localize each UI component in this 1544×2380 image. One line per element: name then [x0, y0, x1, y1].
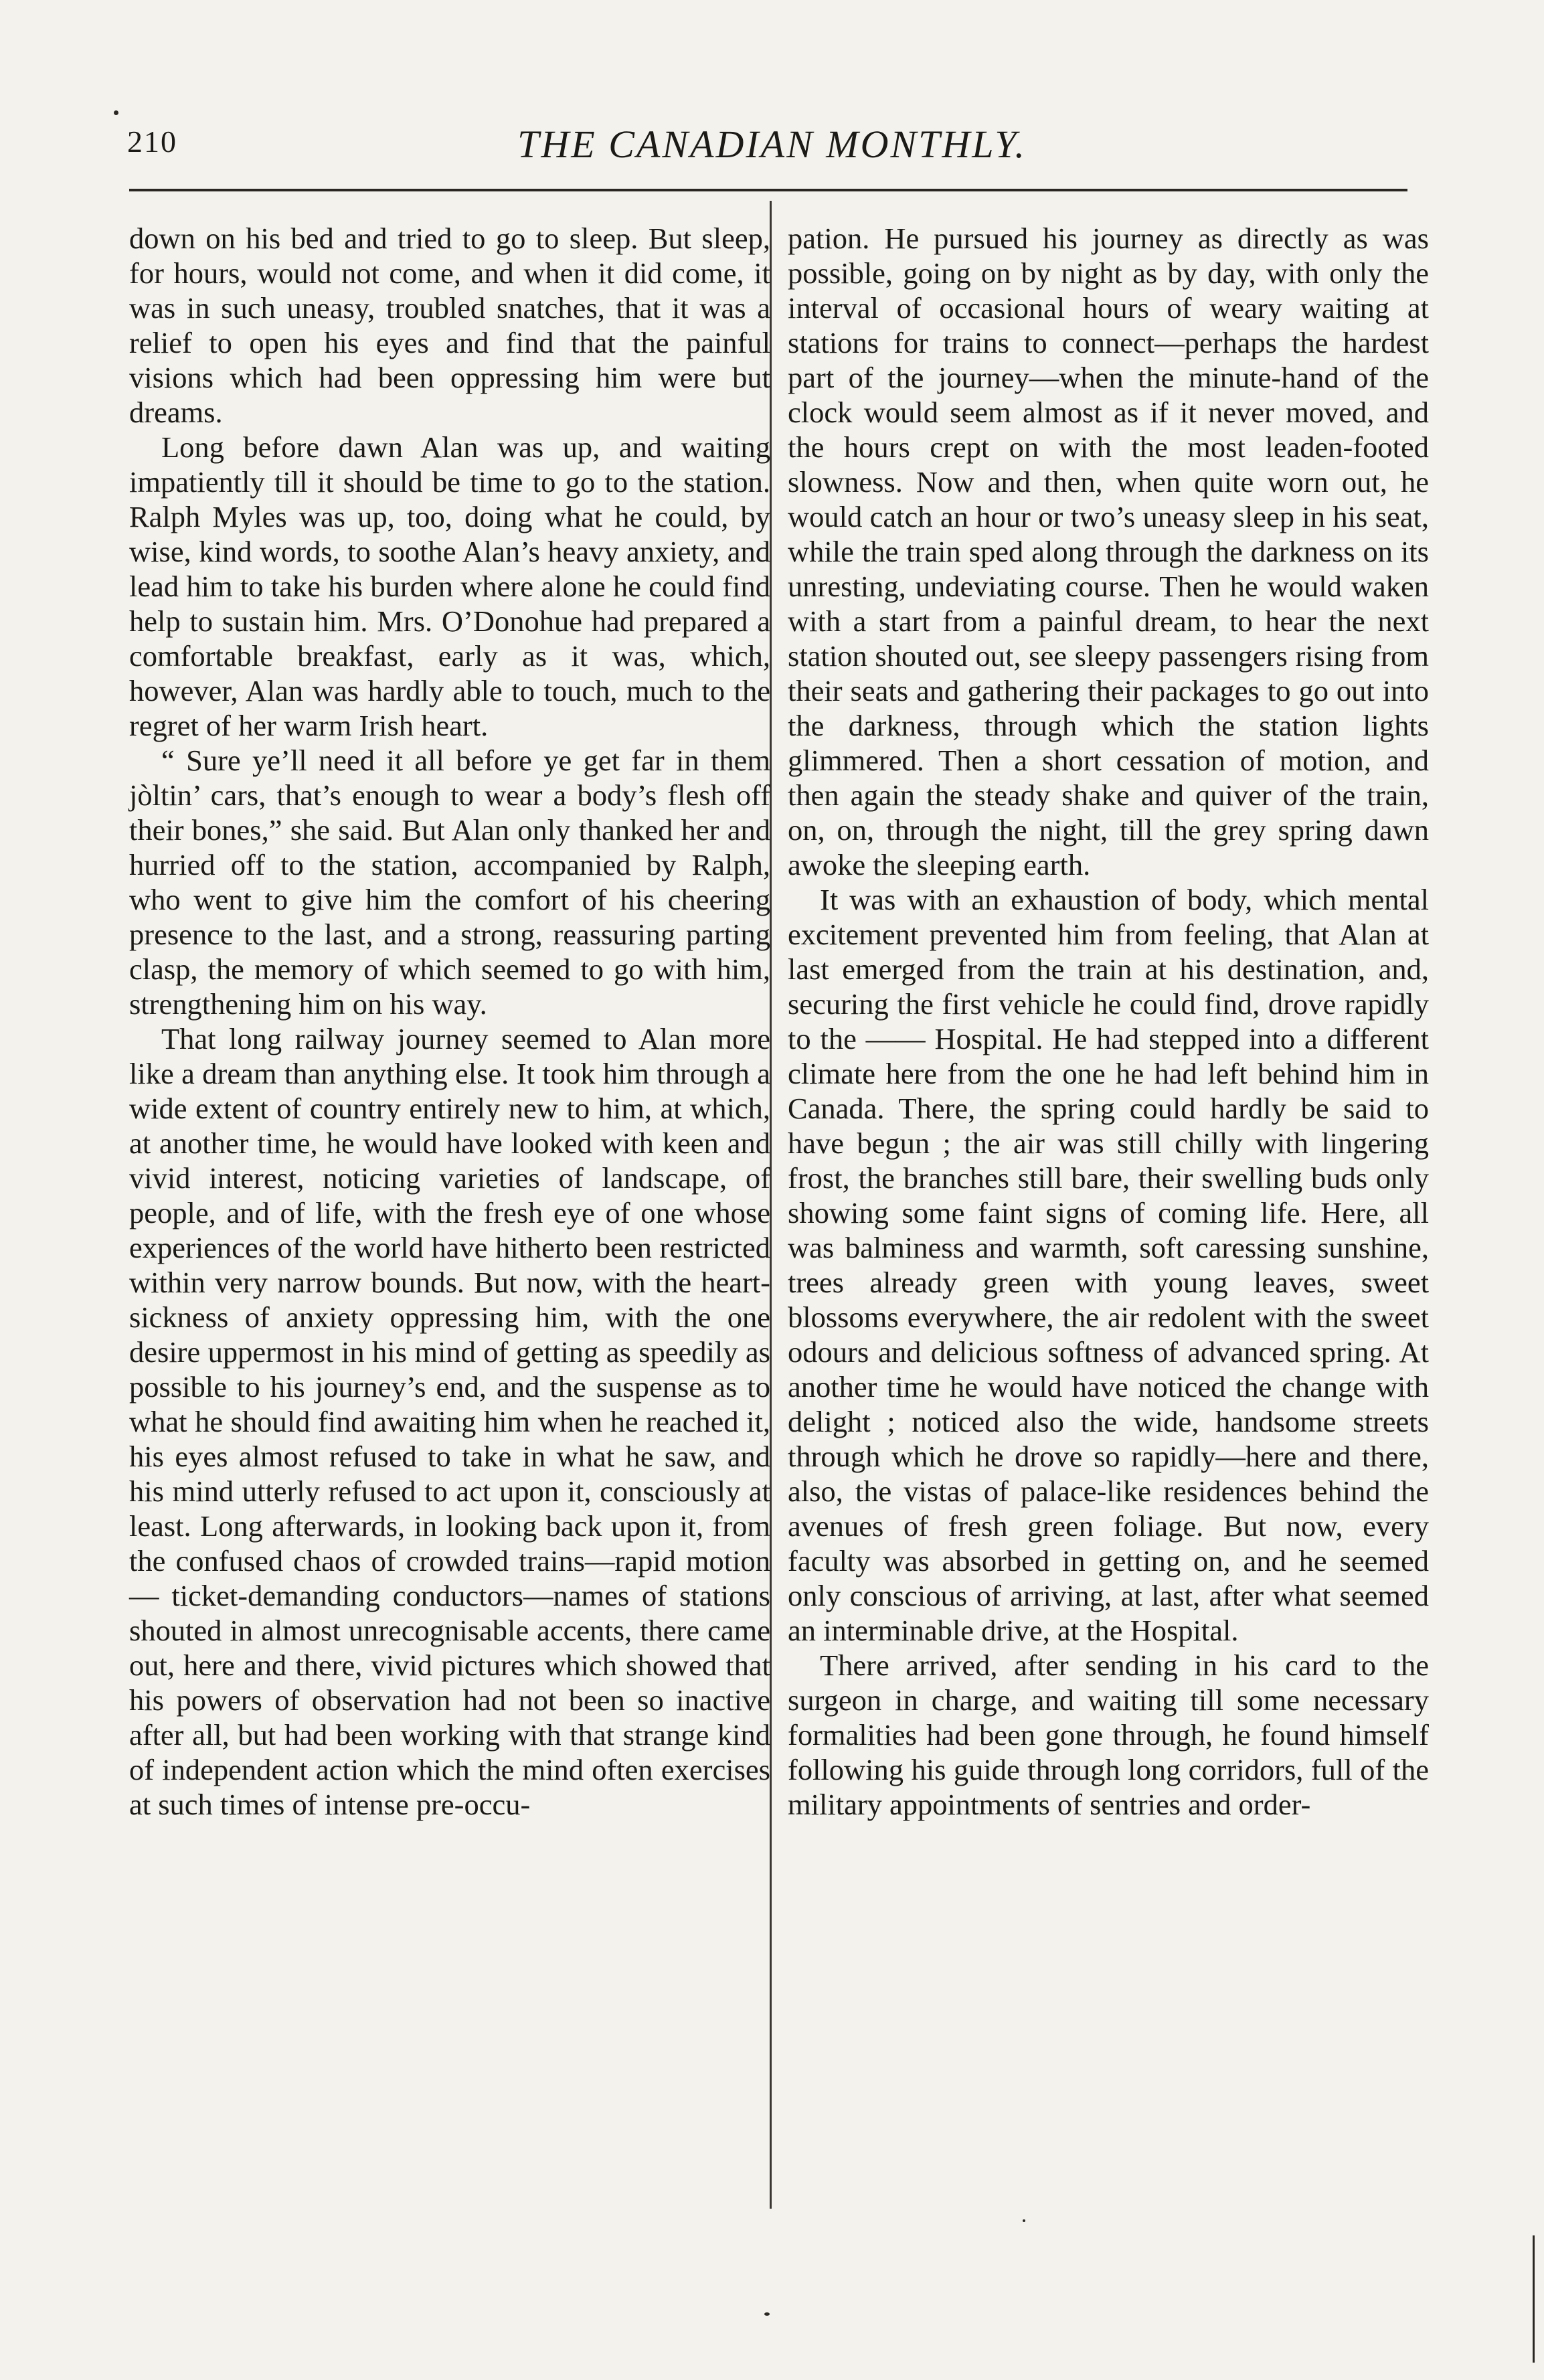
- print-speck: [1023, 2219, 1025, 2222]
- left-column: [129, 221, 770, 1822]
- print-speck: [114, 110, 118, 115]
- page-number: 210: [127, 124, 177, 159]
- right-paragraph-1: pation. He pursued his journey as directly as was possible, going on by night as by day, with only the interval of occasional hours of weary waiting at stations for trains to connect—perhaps the hardest part of the journey—when the minute-hand of the clock would seem almost as if it never moved, and the hours crept on with the most leaden-footed slowness. Now and then, when quite worn out, he would catch an hour or two’s uneasy sleep in his seat, while the train sped along through the darkness on its unresting, undeviating course. Then he would waken with a start from a painful dream, to hear the next station shouted out, see sleepy passengers rising from their seats and gathering their packages to go out into the darkness, through which the station lights glimmered. Then a short cessation of motion, and then again the steady shake and quiver of the train, on, on, through the night, till the grey spring dawn awoke the sleeping earth.: [788, 222, 1429, 881]
- left-paragraph-3: “ Sure ye’ll need it all before ye get far in them jòltin’ cars, that’s enough to wear a body’s flesh off their bones,” she said. But Alan only thanked her and hurried off to the station, accompanied by Ralph, who went to give him the comfort of his cheering presence to the last, and a strong, reassuring parting clasp, the memory of which seemed to go with him, strengthening him on his way.: [129, 744, 770, 1021]
- left-paragraph-1: down on his bed and tried to go to sleep. But sleep, for hours, would not come, and when it did come, it was in such uneasy, troubled snatches, that it was a relief to open his eyes and find that the painful visions which had been oppressing him were but dreams.: [129, 222, 770, 429]
- print-speck: [764, 2312, 770, 2316]
- left-paragraph-2: Long before dawn Alan was up, and waiting impatiently till it should be time to go to the station. Ralph Myles was up, too, doing what he could, by wise, kind words, to soothe Alan’s heavy anxiety, and lead him to take his burden where alone he could find help to sustain him. Mrs. O’Donohue had prepared a comfortable breakfast, early as it was, which, however, Alan was hardly able to touch, much to the regret of her warm Irish heart.: [129, 430, 770, 742]
- left-paragraph-4: That long railway journey seemed to Alan more like a dream than anything else. It took him through a wide extent of country entirely new to him, at which, at another time, he would have looked with keen and vivid interest, noticing varieties of landscape, of people, and of life, with the fresh eye of one whose experiences of the world have hitherto been restricted within very narrow bounds. But now, with the heart-sickness of anxiety oppressing him, with the one desire uppermost in his mind of getting as speedily as possible to his journey’s end, and the suspense as to what he should find awaiting him when he reached it, his eyes almost refused to take in what he saw, and his mind utterly refused to act upon it, consciously at least. Long afterwards, in looking back upon it, from the confused chaos of crowded trains—rapid motion — ticket-demanding conductors—names of stations shouted in almost unrecognisable accents, there came out, here and there, vivid pictures which showed that his powers of observation had not been so inactive after all, but had been working with that strange kind of independent action which the mind often exercises at such times of intense pre-occu-: [129, 1022, 770, 1821]
- running-head-title: THE CANADIAN MONTHLY.: [517, 122, 1027, 166]
- right-paragraph-3: There arrived, after sending in his card to the surgeon in charge, and waiting till some necessary formalities had been gone through, he found himself following his guide through long corridors, full of the military appointments of sentries and order-: [788, 1648, 1429, 1821]
- right-column: [788, 221, 1429, 1822]
- page-edge-mark: [1533, 2235, 1535, 2363]
- header-rule: [129, 189, 1407, 191]
- right-paragraph-2: It was with an exhaustion of body, which mental excitement prevented him from feeling, that Alan at last emerged from the train at his destination, and, securing the first vehicle he could find, drove rapidly to the —— Hospital. He had stepped into a different climate here from the one he had left behind him in Canada. There, the spring could hardly be said to have begun ; the air was still chilly with lingering frost, the branches still bare, their swelling buds only showing some faint signs of coming life. Here, all was balminess and warmth, soft caressing sunshine, trees already green with young leaves, sweet blossoms everywhere, the air redolent with the sweet odours and delicious softness of advanced spring. At another time he would have noticed the change with delight ; noticed also the wide, handsome streets through which he drove so rapidly—here and there, also, the vistas of palace-like residences behind the avenues of fresh green foliage. But now, every faculty was absorbed in getting on, and he seemed only conscious of arriving, at last, after what seemed an interminable drive, at the Hospital.: [788, 883, 1429, 1647]
